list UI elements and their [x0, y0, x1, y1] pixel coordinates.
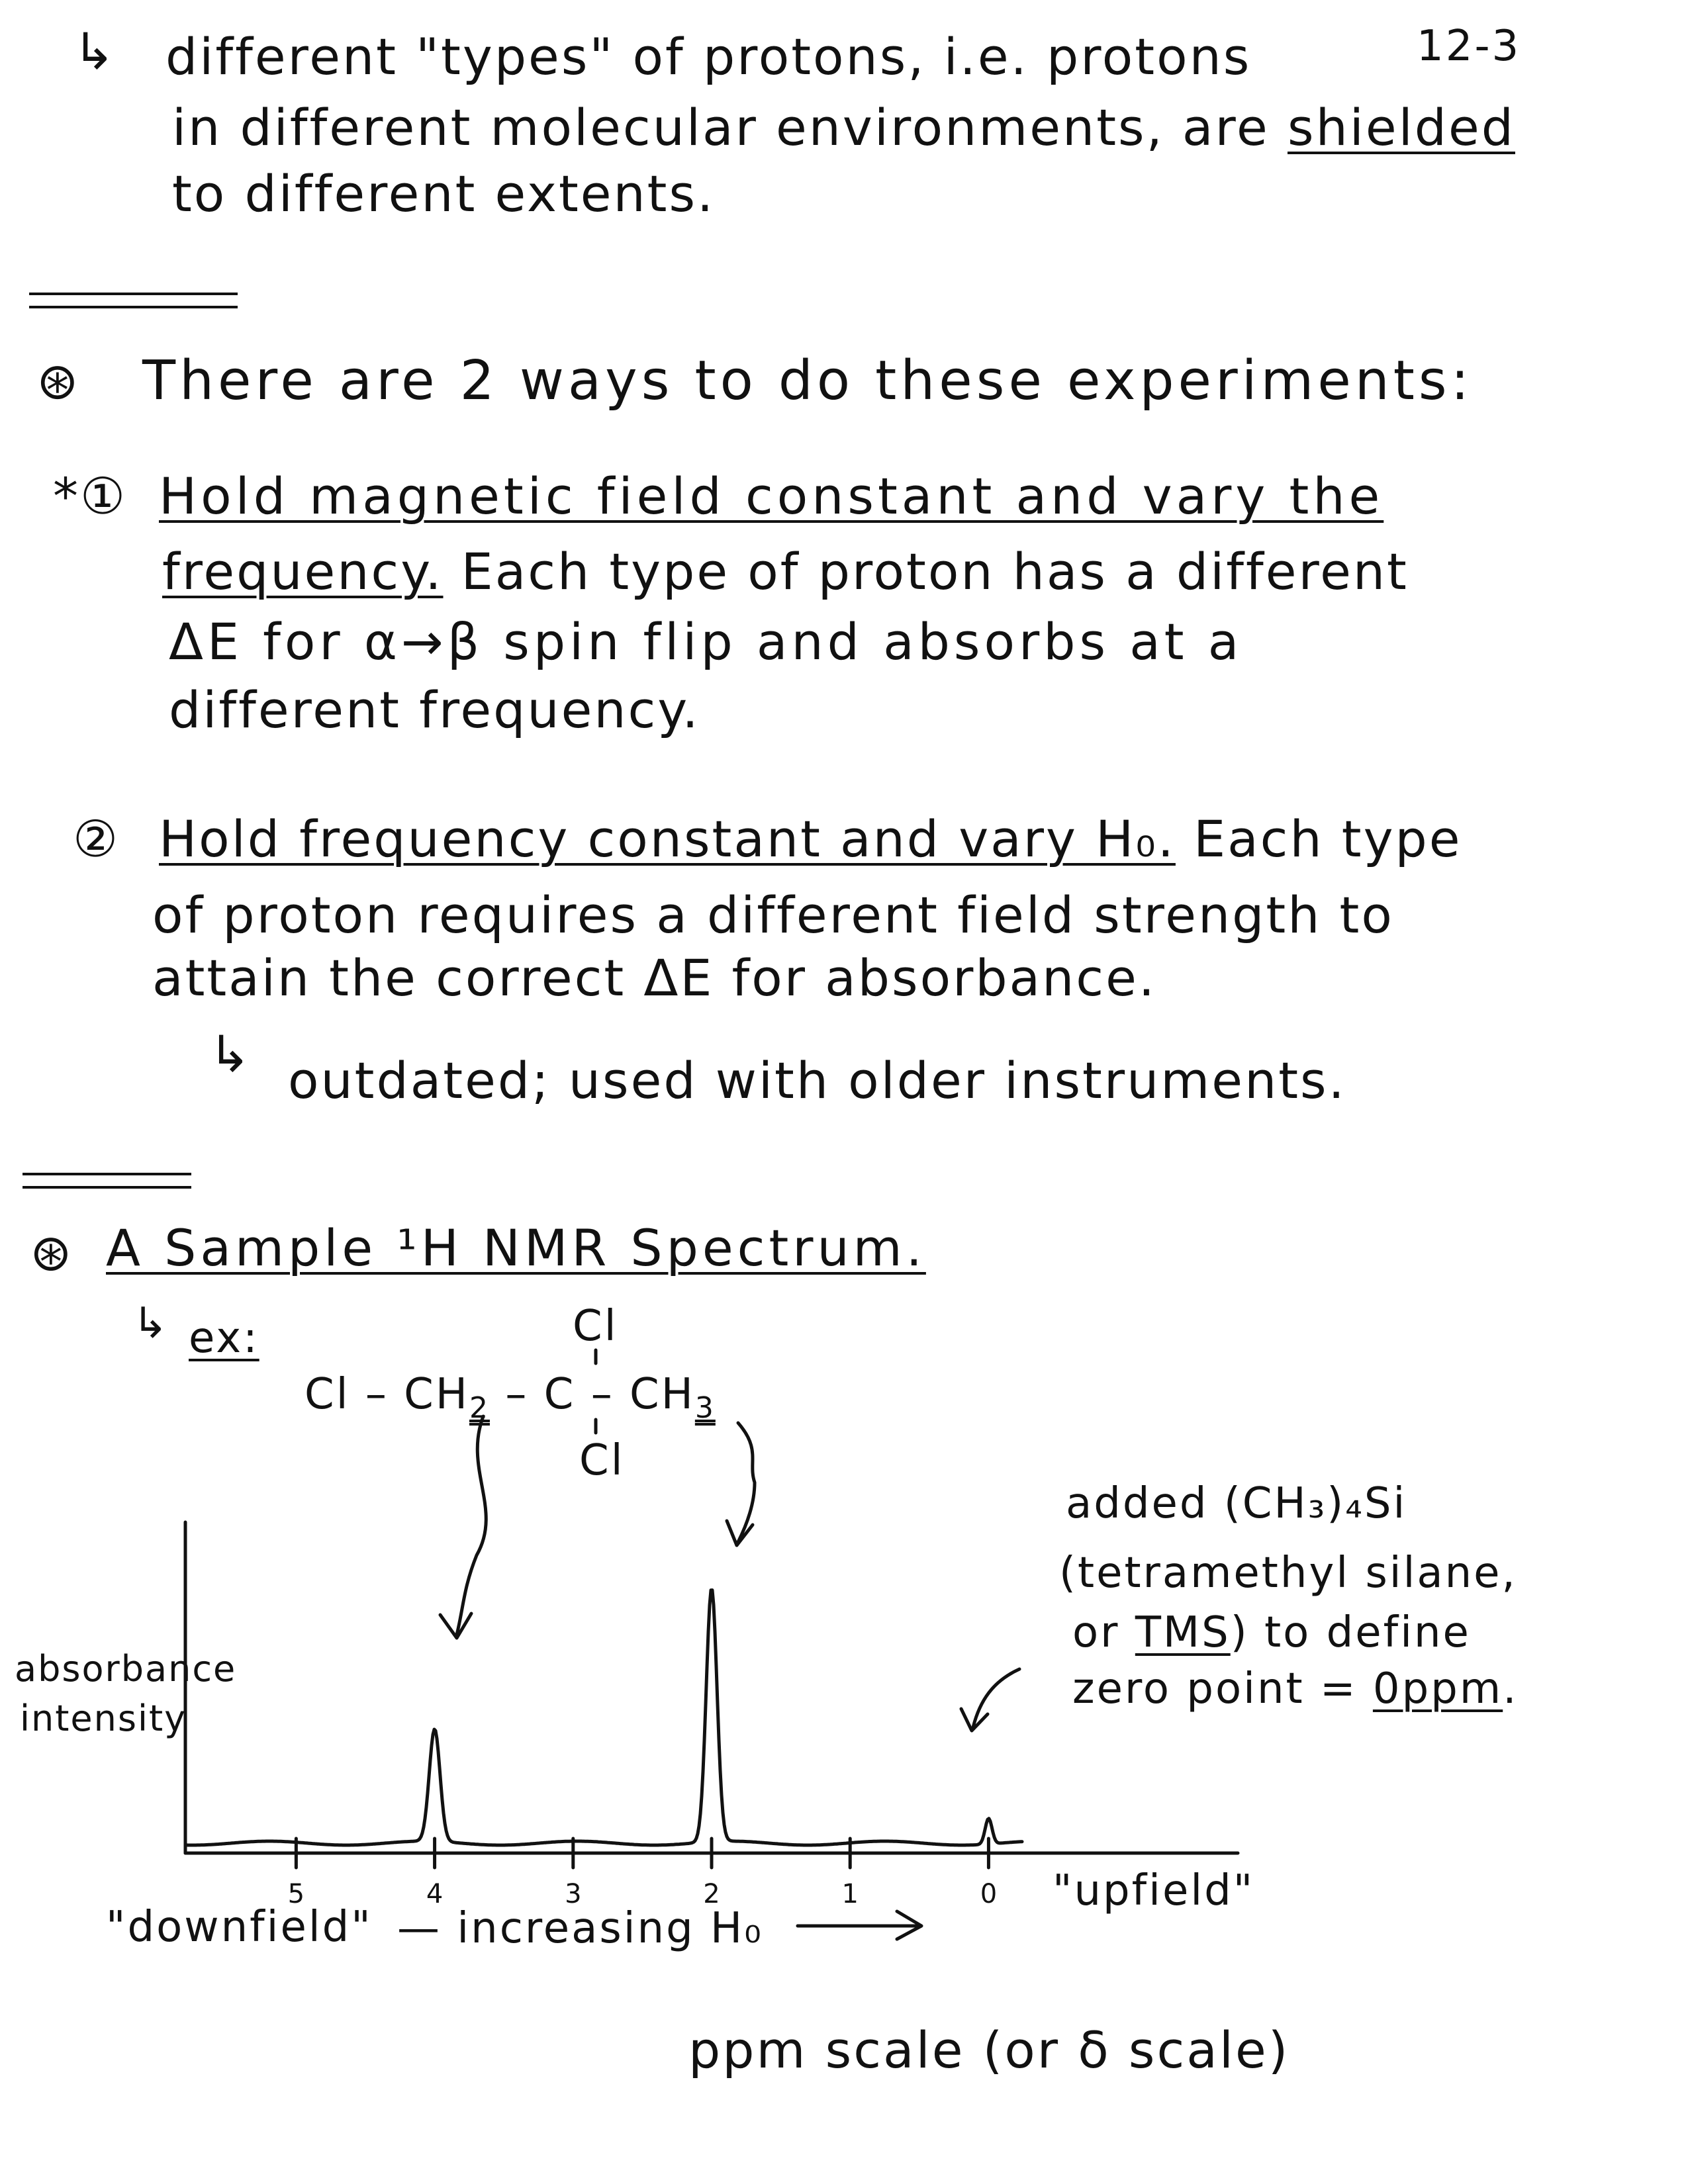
- peak-tms: [988, 1817, 989, 1818]
- spectrum-trace: [185, 1590, 1022, 1845]
- method1-line-3: ΔE for α→β spin flip and absorbs at a: [169, 612, 1243, 671]
- x-tick-label-2: 2: [703, 1879, 720, 1909]
- method2-line-3: attain the correct ΔE for absorbance.: [152, 948, 1156, 1007]
- method2-line-2: of proton requires a different field strength to: [152, 886, 1394, 944]
- annotation-line-2: (tetramethyl silane,: [1059, 1549, 1517, 1598]
- intro-line-2-text: in different molecular environments, are: [172, 98, 1288, 157]
- annotation-line-4-post: .: [1503, 1664, 1519, 1713]
- shielded-word: shielded: [1287, 98, 1515, 157]
- peak-ch3: [711, 1589, 712, 1590]
- section1-heading: There are 2 ways to do these experiments:: [142, 349, 1474, 412]
- arrow-to-ch2: [457, 1416, 486, 1635]
- zero-ppm-word: 0ppm: [1372, 1664, 1503, 1713]
- section1-star-icon: ⊛: [36, 351, 81, 410]
- downfield-label: "downfield": [106, 1903, 373, 1952]
- example-arrow: ↳: [132, 1299, 170, 1348]
- ppm-scale-label: ppm scale (or δ scale): [688, 2021, 1290, 2079]
- direction-label: — increasing H₀: [397, 1904, 763, 1953]
- section2-star-icon: ⊛: [30, 1223, 74, 1282]
- intro-arrow: ↳: [73, 22, 117, 81]
- annotation-line-1: added (CH₃)₄Si: [1066, 1479, 1407, 1528]
- peak-ch2: [434, 1730, 436, 1731]
- page-number: 12-3: [1417, 22, 1521, 71]
- x-tick-label-5: 5: [287, 1879, 305, 1909]
- method1-line-4: different frequency.: [169, 680, 700, 739]
- method1-marker: *①: [53, 467, 128, 525]
- annotation-line-3-pre: or: [1072, 1608, 1135, 1657]
- tms-word: TMS: [1135, 1608, 1231, 1657]
- method1-line-2-rest: Each type of proton has a different: [443, 542, 1409, 601]
- arrow-to-tms: [973, 1669, 1019, 1727]
- annotation-line-4-pre: zero point =: [1072, 1664, 1373, 1713]
- x-tick-label-1: 1: [841, 1879, 859, 1909]
- x-tick-label-0: 0: [980, 1879, 998, 1909]
- intro-line-3: to different extents.: [172, 164, 716, 223]
- y-axis-label-2: intensity: [20, 1698, 187, 1739]
- x-tick-label-4: 4: [426, 1879, 444, 1909]
- frequency-word: frequency.: [162, 542, 444, 601]
- method2-note: outdated; used with older instruments.: [288, 1051, 1346, 1110]
- subscript-3: 3: [694, 1390, 716, 1425]
- y-axis-label-1: absorbance: [15, 1648, 237, 1690]
- method1-line-1: Hold magnetic field constant and vary the: [159, 467, 1384, 525]
- example-label: ex:: [189, 1314, 259, 1363]
- x-tick-label-3: 3: [565, 1879, 582, 1909]
- arrow-to-ch2-head: [440, 1614, 471, 1638]
- formula-mid: – C – CH: [489, 1370, 695, 1419]
- intro-line-1-text: different "types" of protons, i.e. protons: [165, 27, 1252, 86]
- annotation-line-3-post: ) to define: [1230, 1608, 1471, 1657]
- formula-left: Cl – CH: [305, 1370, 469, 1419]
- method2-underlined: Hold frequency constant and vary H₀.: [159, 809, 1176, 868]
- section2-heading: A Sample ¹H NMR Spectrum.: [106, 1218, 926, 1277]
- method2-note-arrow: ↳: [209, 1024, 253, 1083]
- method2-marker: ②: [73, 809, 120, 868]
- chlorine-top: Cl: [573, 1302, 618, 1351]
- chlorine-bottom: Cl: [579, 1436, 625, 1485]
- arrow-to-ch3-head: [727, 1521, 753, 1545]
- method2-line-1-rest: Each type: [1175, 809, 1462, 868]
- subscript-2: 2: [469, 1390, 490, 1425]
- upfield-label: "upfield": [1053, 1866, 1255, 1915]
